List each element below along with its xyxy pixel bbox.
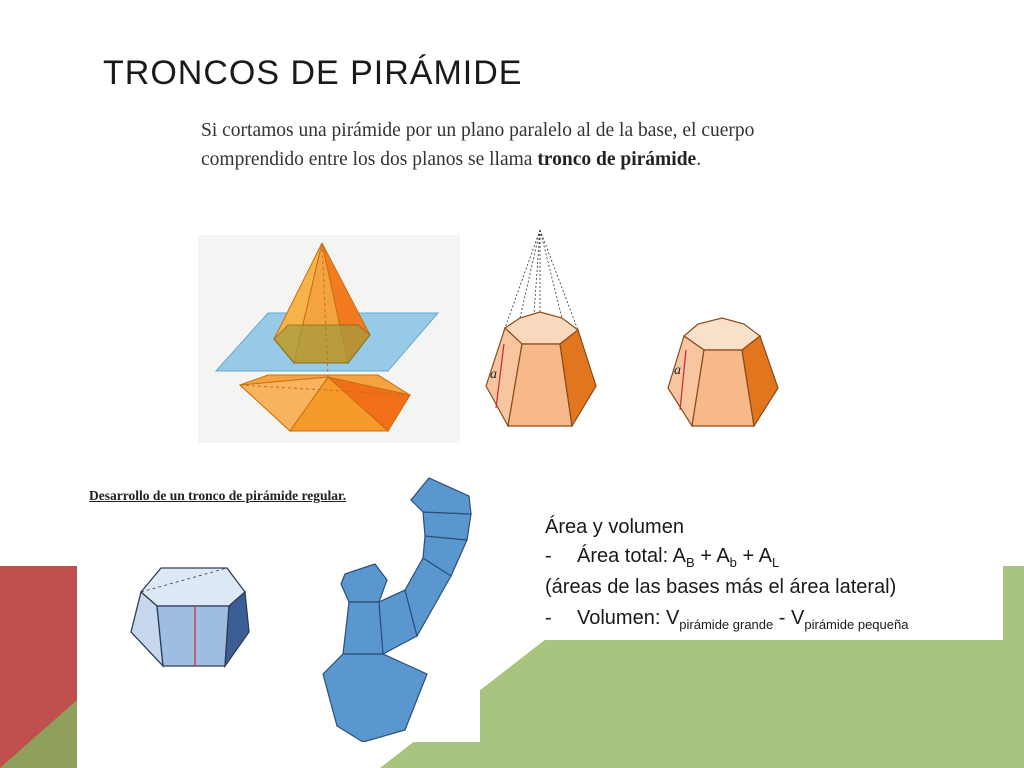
minus-V: - V xyxy=(773,607,805,629)
bullet-dash: - xyxy=(545,545,552,567)
plus-Ab: + A xyxy=(694,545,730,567)
intro-text-end: . xyxy=(696,149,702,170)
area-volume-box xyxy=(537,508,1003,640)
sub-b: b xyxy=(729,555,737,570)
bullet-dash: - xyxy=(545,607,552,629)
development-figure xyxy=(77,474,480,742)
info-heading: Área y volumen xyxy=(545,516,684,538)
intro-text xyxy=(201,116,811,174)
pyramid-cut-figure xyxy=(198,235,460,443)
plus-AL: + A xyxy=(736,545,772,567)
slide-title: TRONCOS DE PIRÁMIDE xyxy=(103,54,523,92)
development-panel xyxy=(77,474,480,742)
frustum-label-a-2: a xyxy=(674,363,681,378)
frustum-with-apex-figure xyxy=(480,226,605,431)
intro-text-bold: tronco de pirámide xyxy=(537,149,697,170)
frustum-figure xyxy=(662,310,782,430)
total-area-prefix: Área total: A xyxy=(577,545,686,567)
volume-prefix: Volumen: V xyxy=(577,607,680,629)
sub-L: L xyxy=(771,555,780,570)
frustum-label-a: a xyxy=(490,367,497,382)
info-volume xyxy=(545,607,908,632)
sub-piramide-pequena: pirámide pequeña xyxy=(804,617,909,632)
development-caption: Desarrollo de un tronco de pirámide regular. xyxy=(89,488,347,503)
sub-B: B xyxy=(685,555,695,570)
sub-piramide-grande: pirámide grande xyxy=(679,617,774,632)
info-total-area xyxy=(545,545,779,570)
intro-text-part: Si cortamos una pirámide por un plano paralelo al de la base, el cuerpo comprendido entre los dos planos se llama xyxy=(201,120,755,170)
info-note: (áreas de las bases más el área lateral) xyxy=(545,576,897,598)
